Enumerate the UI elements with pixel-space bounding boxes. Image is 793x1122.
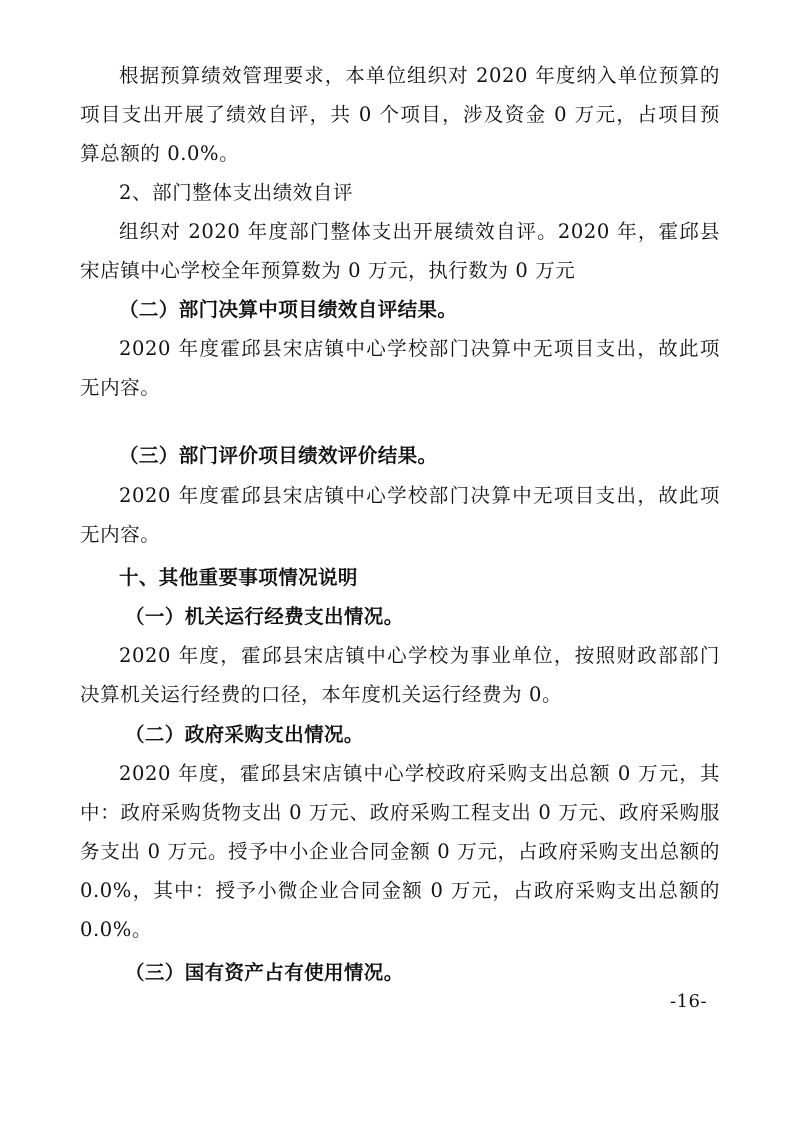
chapter-heading: 十、其他重要事项情况说明 [119, 566, 358, 589]
paragraph-line: 无内容。 [80, 523, 161, 546]
paragraph-line: 组织对 2020 年度部门整体支出开展绩效自评。2020 年，霍邱县 [119, 220, 720, 243]
paragraph-line: 2020 年度，霍邱县宋店镇中心学校为事业单位，按照财政部部门 [119, 644, 720, 667]
paragraph-line: 2020 年度霍邱县宋店镇中心学校部门决算中无项目支出，故此项 [119, 337, 720, 360]
paragraph-line: 2020 年度霍邱县宋店镇中心学校部门决算中无项目支出，故此项 [119, 484, 720, 507]
paragraph-line: 宋店镇中心学校全年预算数为 0 万元，执行数为 0 万元 [80, 259, 576, 282]
paragraph-line: 中：政府采购货物支出 0 万元、政府采购工程支出 0 万元、政府采购服 [80, 801, 720, 824]
page-number: -16- [670, 991, 708, 1012]
section-heading: （二）政府采购支出情况。 [125, 723, 364, 746]
paragraph-line: 决算机关运行经费的口径，本年度机关运行经费为 0。 [80, 683, 563, 706]
paragraph-line: 0.0%。 [80, 918, 153, 941]
section-heading: （三）部门评价项目绩效评价结果。 [119, 444, 438, 467]
section-heading: （三）国有资产占有使用情况。 [125, 961, 404, 984]
paragraph-line: 算总额的 0.0%。 [80, 142, 240, 165]
paragraph-line: 根据预算绩效管理要求，本单位组织对 2020 年度纳入单位预算的 [119, 64, 720, 87]
paragraph-line: 2020 年度，霍邱县宋店镇中心学校政府采购支出总额 0 万元，其 [119, 762, 720, 785]
section-heading: （二）部门决算中项目绩效自评结果。 [119, 298, 458, 321]
section-heading: （一）机关运行经费支出情况。 [125, 605, 404, 628]
paragraph-line: 无内容。 [80, 376, 161, 399]
paragraph-line: 0.0%，其中：授予小微企业合同金额 0 万元，占政府采购支出总额的 [80, 879, 720, 902]
paragraph-line: 项目支出开展了绩效自评，共 0 个项目，涉及资金 0 万元，占项目预 [80, 103, 720, 126]
section-heading: 2、部门整体支出绩效自评 [119, 181, 354, 204]
paragraph-line: 务支出 0 万元。授予中小企业合同金额 0 万元，占政府采购支出总额的 [80, 840, 720, 863]
